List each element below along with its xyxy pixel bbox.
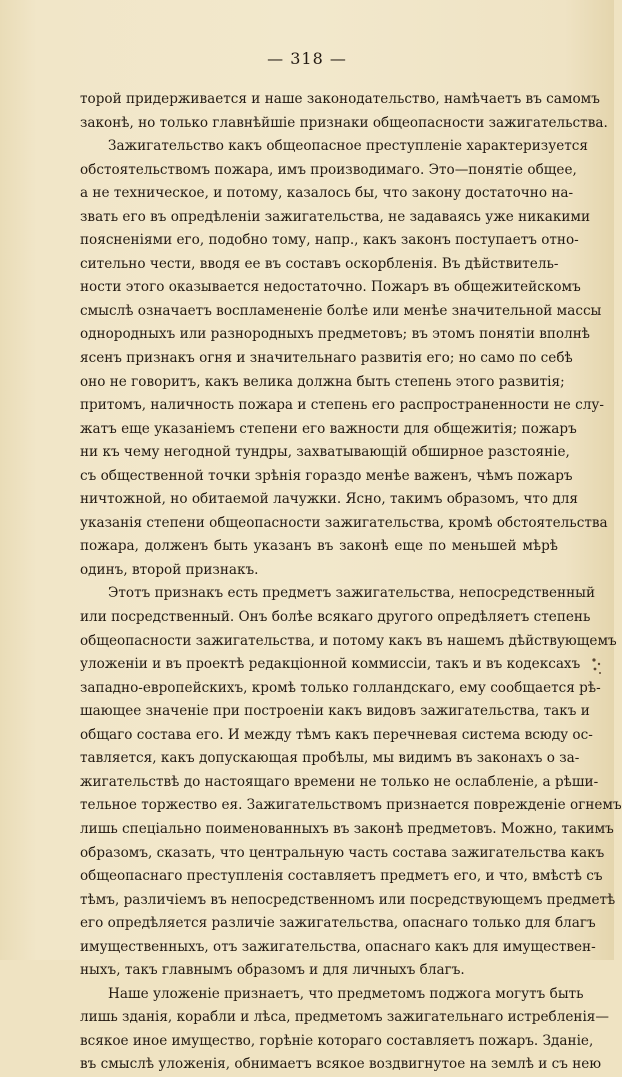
page-number: — 318 — <box>267 49 347 68</box>
text-line: всякое иное имущество, горѣнiе котораго составляетъ пожаръ. Зданiе, <box>80 1032 594 1049</box>
text-line: жатъ еще указанiемъ степени его важности для общежитiя; пожаръ <box>80 420 577 437</box>
text-line: въ смыслѣ уложенiя, обнимаетъ всякое воздвигнутое на землѣ и съ нею <box>80 1056 602 1073</box>
text-line: Этотъ признакъ есть предметъ зажигательства, непосредственный <box>108 585 596 602</box>
text-line: общеопаснаго преступленiя составляетъ предметъ его, и что, вмѣстѣ съ <box>80 868 603 885</box>
text-line: звать его въ опредѣленiи зажигательства, не задаваясь уже никакими <box>80 208 591 225</box>
text-line: ни къ чему негодной тундры, захватывающiй обширное разстоянiе, <box>80 444 570 461</box>
text-line: притомъ, наличность пожара и степень его распространенности не слу- <box>80 397 604 414</box>
text-line: тавляется, какъ допускающая пробѣлы, мы видимъ въ законахъ о за- <box>80 750 580 767</box>
text-line: сительно чести, вводя ее въ составъ оскорбленiя. Въ дѣйствитель- <box>80 255 559 272</box>
text-line: Зажигательство какъ общеопасное преступленiе характеризуется <box>108 138 588 155</box>
margin-ink-mark <box>590 654 604 678</box>
text-line: одинъ, второй признакъ. <box>80 561 259 578</box>
text-line: торой придерживается и наше законодательство, намѣчаетъ въ самомъ <box>80 91 600 107</box>
text-line: лишь спецiально поименованныхъ въ законѣ предметовъ. Можно, такимъ <box>80 820 614 837</box>
body-text <box>80 88 622 1077</box>
text-line: общаго состава его. И между тѣмъ какъ перечневая система всюду ос- <box>80 726 593 743</box>
text-line: пожара, долженъ быть указанъ въ законѣ еще по меньшей мѣрѣ <box>80 538 558 555</box>
text-line: Наше уложенiе признаетъ, что предметомъ поджога могутъ быть <box>108 985 584 1002</box>
text-line: шающее значенiе при построенiи какъ видовъ зажигательства, такъ и <box>80 703 590 720</box>
text-line: законѣ, но только главнѣйшiе признаки общеопасности зажигательства. <box>80 114 608 131</box>
text-line: западно-европейскихъ, кромѣ только голландскаго, ему сообщается рѣ- <box>80 679 601 696</box>
text-line: тельное торжество ея. Зажигательствомъ признается поврежденiе огнемъ <box>80 797 622 814</box>
text-line: тѣмъ, различiемъ въ непосредственномъ или посредствующемъ предметѣ <box>80 891 616 908</box>
text-line: смыслѣ означаетъ воспламененiе болѣе или менѣе значительной массы <box>80 302 602 319</box>
text-line: оно не говоритъ, какъ велика должна быть степень этого развитiя; <box>80 373 565 390</box>
text-line: образомъ, сказать, что центральную часть состава зажигательства какъ <box>80 844 605 861</box>
text-line: его опредѣляется различiе зажигательства, опаснаго только для благъ <box>80 915 596 932</box>
text-line: имущественныхъ, отъ зажигательства, опаснаго какъ для имуществен- <box>80 938 596 955</box>
text-line: лишь зданiя, корабли и лѣса, предметомъ зажигательнаго истребленiя— <box>80 1009 609 1026</box>
text-line: а не техническое, и потому, казалось бы, что закону достаточно на- <box>80 185 574 202</box>
text-line: обстоятельствомъ пожара, имъ производимаго. Это—понятiе общее, <box>80 161 577 178</box>
text-line: поясненiями его, подобно тому, напр., какъ законъ поступаетъ отно- <box>80 232 579 249</box>
text-line: ности этого оказывается недостаточно. Пожаръ въ общежитейскомъ <box>80 279 581 296</box>
text-line: съ общественной точки зрѣнiя гораздо менѣе важенъ, чѣмъ пожаръ <box>80 467 573 484</box>
text-line: ничтожной, но обитаемой лачужки. Ясно, такимъ образомъ, что для <box>80 491 578 508</box>
text-line: уложенiи и въ проектѣ редакцiонной коммиссiи, такъ и въ кодексахъ <box>80 656 581 673</box>
text-line: ныхъ, такъ главнымъ образомъ и для личныхъ благъ. <box>80 962 465 979</box>
text-line: общеопасности зажигательства, и потому какъ въ нашемъ дѣйствующемъ <box>80 632 617 649</box>
text-line: однородныхъ или разнородныхъ предметовъ; въ этомъ понятiи вполнѣ <box>80 326 590 343</box>
text-line: ясенъ признакъ огня и значительнаго развитiя его; но само по себѣ <box>80 350 573 367</box>
text-line: или посредственный. Онъ болѣе всякаго другого опредѣляетъ степень <box>80 609 591 626</box>
text-line: указанiя степени общеопасности зажигательства, кромѣ обстоятельства <box>80 514 608 531</box>
text-line: жигательствѣ до настоящаго времени не только не ослабленiе, а рѣши- <box>80 773 599 790</box>
